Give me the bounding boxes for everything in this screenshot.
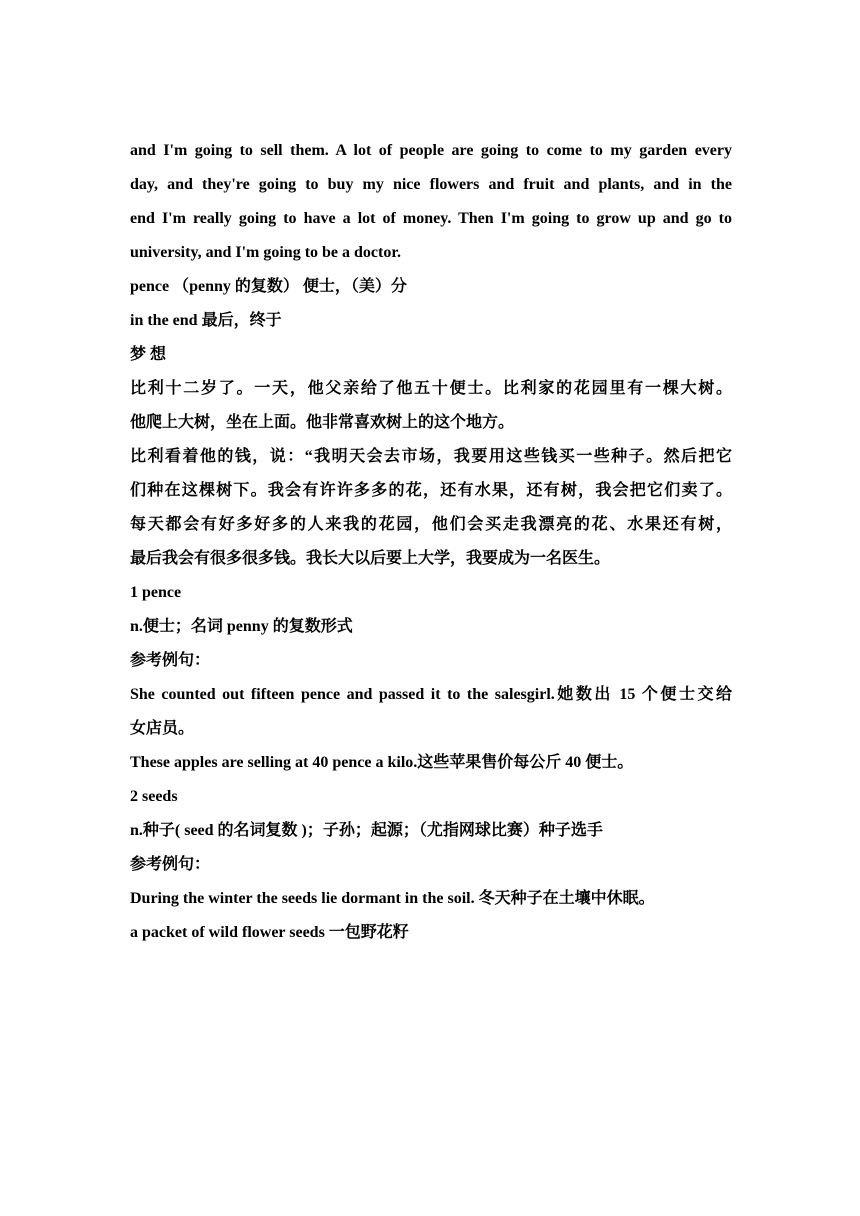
- translation-line: 们种在这棵树下。我会有许许多多的花，还有水果，还有树，我会把它们卖了。: [130, 482, 732, 499]
- word-title: 2 seeds: [130, 788, 178, 805]
- translation-line: 比利十二岁了。一天，他父亲给了他五十便士。比利家的花园里有一棵大树。: [130, 380, 732, 397]
- word-title: 1 pence: [130, 584, 182, 601]
- vocab-note: pence （penny 的复数） 便士，（美）分: [130, 278, 407, 295]
- vocab-note: in the end 最后，终于: [130, 312, 282, 329]
- translation-line: 最后我会有很多很多钱。我长大以后要上大学，我要成为一名医生。: [130, 550, 611, 567]
- example-sentence: During the winter the seeds lie dormant in the soil. 冬天种子在土壤中休眠。: [130, 890, 655, 907]
- story-line: end I'm really going to have a lot of money. Then I'm going to grow up and go to: [130, 210, 732, 227]
- story-line: university, and I'm going to be a doctor.: [130, 244, 401, 261]
- examples-label: 参考例句：: [130, 856, 211, 873]
- document-page: [130, 134, 732, 950]
- example-sentence: These apples are selling at 40 pence a kilo.这些苹果售价每公斤 40 便士。: [130, 754, 634, 771]
- example-sentence: a packet of wild flower seeds 一包野花籽: [130, 924, 409, 941]
- word-definition: n.便士；名词 penny 的复数形式: [130, 618, 353, 635]
- translation-title: 梦 想: [130, 346, 167, 363]
- example-sentence: She counted out fifteen pence and passed it to the salesgirl.她数出 15 个便士交给: [130, 686, 732, 703]
- example-sentence: 女店员。: [130, 720, 195, 737]
- translation-line: 每天都会有好多好多的人来我的花园，他们会买走我漂亮的花、水果还有树，: [130, 516, 732, 533]
- word-definition: n.种子( seed 的名词复数 )；子孙；起源；（尤指网球比赛）种子选手: [130, 822, 603, 839]
- translation-line: 比利看着他的钱，说：“我明天会去市场，我要用这些钱买一些种子。然后把它: [130, 448, 732, 465]
- story-line: and I'm going to sell them. A lot of people are going to come to my garden every: [130, 142, 732, 159]
- examples-label: 参考例句：: [130, 652, 211, 669]
- translation-line: 他爬上大树，坐在上面。他非常喜欢树上的这个地方。: [130, 414, 515, 431]
- story-line: day, and they're going to buy my nice flowers and fruit and plants, and in the: [130, 176, 732, 193]
